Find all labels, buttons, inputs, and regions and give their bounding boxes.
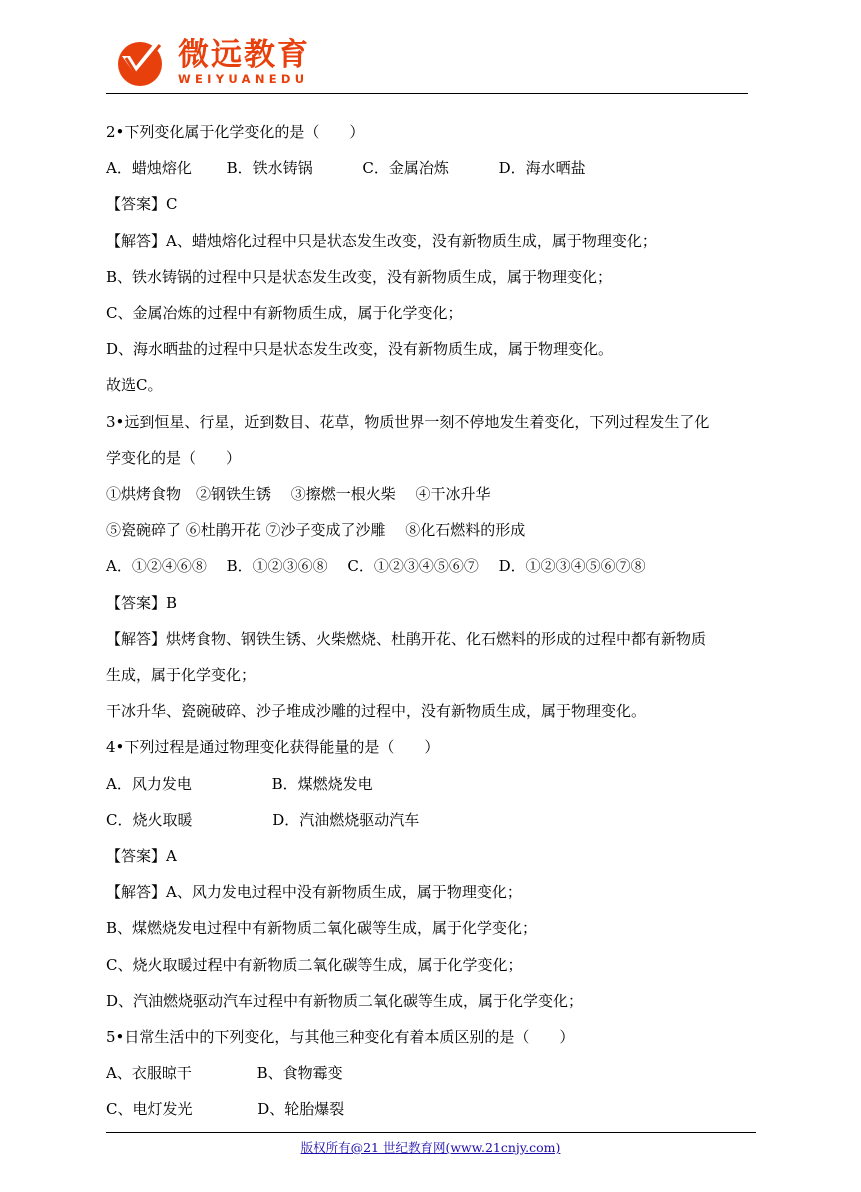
logo-english-text: WEIYUANEDU (178, 72, 309, 86)
question-4-options-ab: A．风力发电 B．煤燃烧发电 (106, 774, 373, 793)
question-5-options-cd: C、电灯发光 D、轮胎爆裂 (106, 1100, 345, 1119)
question-4-answer: 【答案】A (106, 847, 177, 866)
copyright-link[interactable]: 版权所有@21 世纪教育网(www.21cnjy.com) (300, 1140, 561, 1155)
question-2-explanation-c: C、金属冶炼的过程中有新物质生成，属于化学变化； (106, 304, 463, 323)
question-2-options: A．蜡烛熔化 B．铁水铸锅 C．金属冶炼 D．海水晒盐 (106, 159, 586, 178)
question-3-options: A．①②④⑥⑧ B．①②③⑥⑧ C．①②③④⑤⑥⑦ D．①②③④⑤⑥⑦⑧ (106, 557, 646, 576)
document-body (106, 114, 756, 1128)
question-4-options-cd: C．烧火取暖 D．汽油燃烧驱动汽车 (106, 810, 420, 829)
question-2-answer: 【答案】C (106, 195, 178, 214)
logo-mark-icon (112, 36, 172, 88)
footer (0, 1138, 861, 1156)
question-4-explanation-a: 【解答】A、风力发电过程中没有新物质生成，属于物理变化； (106, 883, 522, 902)
question-3-items-line-1: ①烘烤食物 ②钢铁生锈 ③擦燃一根火柴 ④干冰升华 (106, 485, 491, 504)
question-4-explanation-d: D、汽油燃烧驱动汽车过程中有新物质二氧化碳等生成，属于化学变化； (106, 991, 584, 1010)
question-3-stem-line-1: 3•远到恒星、行星，近到数目、花草，物质世界一刻不停地发生着变化，下列过程发生了化 (106, 412, 710, 431)
question-4-stem: 4•下列过程是通过物理变化获得能量的是（ ） (106, 738, 440, 757)
question-2-explanation-b: B、铁水铸锅的过程中只是状态发生改变，没有新物质生成，属于物理变化； (106, 267, 613, 286)
footer-divider (106, 1132, 756, 1133)
question-5-options-ab: A、衣服晾干 B、食物霉变 (106, 1064, 343, 1083)
question-2-stem: 2•下列变化属于化学变化的是（ ） (106, 123, 365, 141)
question-5-stem: 5•日常生活中的下列变化，与其他三种变化有着本质区别的是（ ） (106, 1028, 575, 1047)
logo-chinese-text: 微远教育 (178, 37, 310, 73)
question-3-explanation-line-3: 干冰升华、瓷碗破碎、沙子堆成沙雕的过程中，没有新物质生成，属于物理变化。 (106, 702, 647, 721)
question-2-conclusion: 故选C。 (106, 376, 163, 395)
question-4-explanation-c: C、烧火取暖过程中有新物质二氧化碳等生成，属于化学变化； (106, 955, 523, 974)
question-3-items-line-2: ⑤瓷碗碎了 ⑥杜鹃开花 ⑦沙子变成了沙雕 ⑧化石燃料的形成 (106, 521, 526, 540)
question-2-explanation-a: 【解答】A、蜡烛熔化过程中只是状态发生改变，没有新物质生成，属于物理变化； (106, 231, 657, 250)
question-3-stem-line-2: 学变化的是（ ） (106, 448, 242, 467)
question-3-answer: 【答案】B (106, 593, 178, 612)
header-divider (106, 93, 748, 94)
question-3-explanation-line-2: 生成，属于化学变化； (106, 666, 257, 685)
brand-logo (112, 36, 310, 88)
question-2-explanation-d: D、海水晒盐的过程中只是状态发生改变，没有新物质生成，属于物理变化。 (106, 340, 614, 359)
question-4-explanation-b: B、煤燃烧发电过程中有新物质二氧化碳等生成，属于化学变化； (106, 919, 538, 938)
question-3-explanation-line-1: 【解答】烘烤食物、钢铁生锈、火柴燃烧、杜鹃开花、化石燃料的形成的过程中都有新物质 (106, 629, 707, 648)
